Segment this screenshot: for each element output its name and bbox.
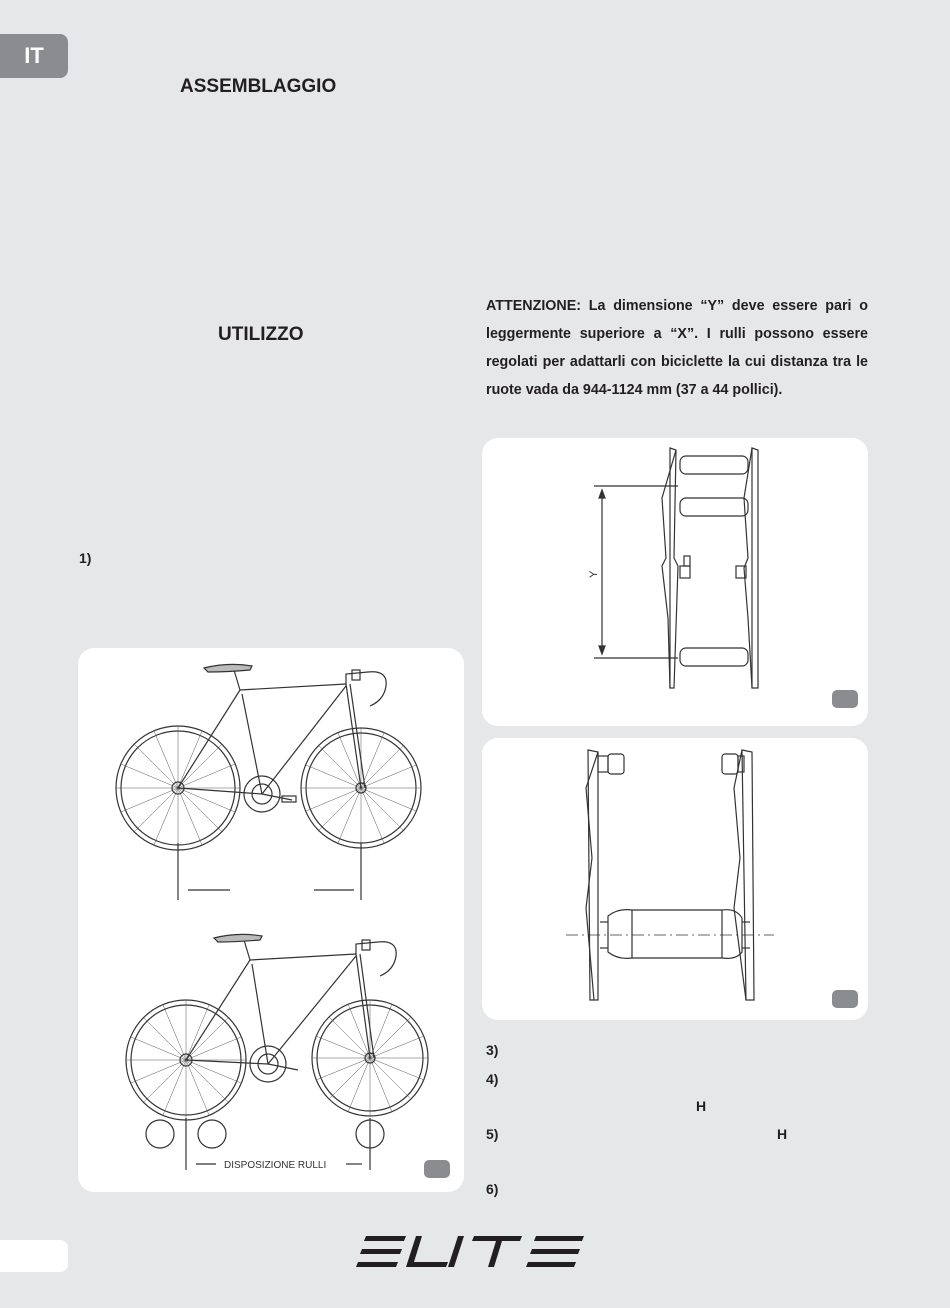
step-5-number: 5) (486, 1126, 499, 1142)
rollers-layout-label: DISPOSIZIONE RULLI (224, 1160, 327, 1171)
figure-badge (832, 690, 858, 708)
language-tab: IT (0, 34, 68, 78)
y-dimension-label: Y (588, 570, 600, 578)
bike-bottom (126, 934, 428, 1170)
y-dimension-figure-panel (482, 438, 868, 726)
figure-badge (832, 990, 858, 1008)
roller-detail-figure-panel (482, 738, 868, 1020)
step-4-number: 4) (486, 1071, 499, 1087)
bike-figure-panel (78, 648, 464, 1192)
step-6-number: 6) (486, 1181, 499, 1197)
roller-frame-top-view (482, 438, 868, 726)
section-heading-assemblaggio: ASSEMBLAGGIO (180, 76, 337, 97)
step-5-h-label: H (777, 1126, 788, 1142)
bike-illustration (78, 648, 464, 1192)
step-3-number: 3) (486, 1042, 499, 1058)
elite-logo (356, 1234, 586, 1270)
attention-note: ATTENZIONE: La dimensione “Y” deve essere pari o leggermente superiore a “X”. I rulli possono essere regolati per adattarli con biciclette la cui distanza tra le ruote vada da 944-1124 mm (37 a 44 pollici). (486, 298, 868, 398)
section-heading-utilizzo: UTILIZZO (218, 324, 304, 345)
page-number-tab (0, 1240, 68, 1272)
roller-side-view (482, 738, 868, 1020)
step-1-number: 1) (79, 550, 92, 566)
figure-badge (424, 1160, 450, 1178)
bike-top (116, 664, 421, 900)
step-4-h-label: H (696, 1098, 707, 1114)
